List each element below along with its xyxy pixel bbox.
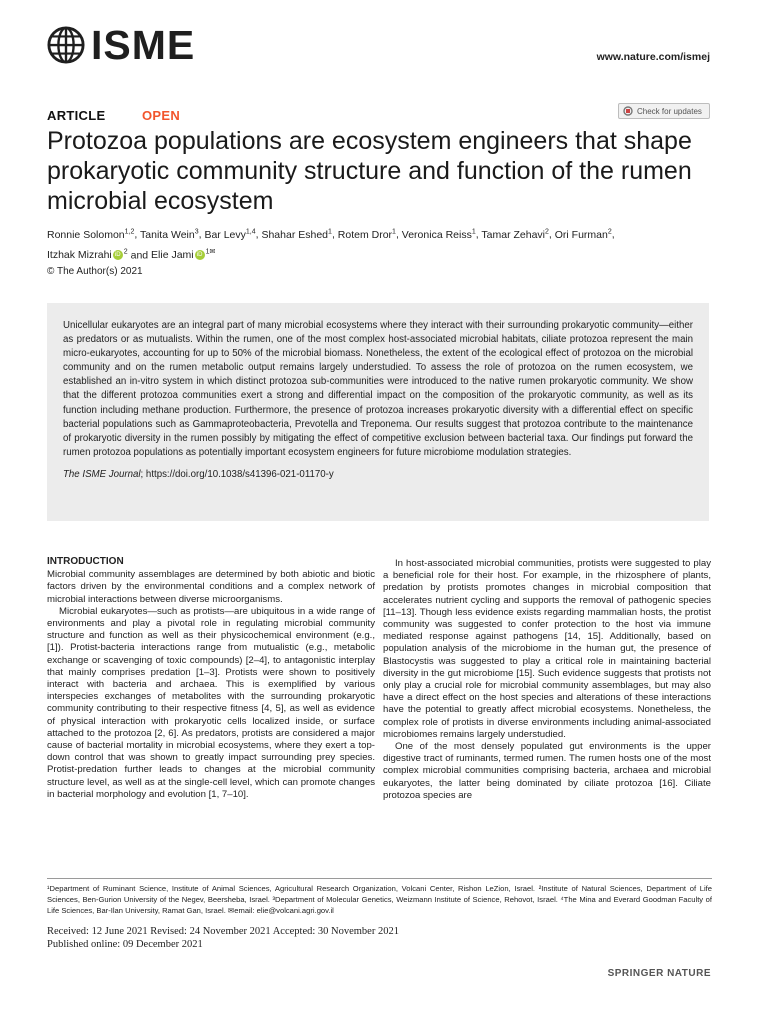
globe-icon (47, 26, 85, 64)
paragraph: In host-associated microbial communities, protists were suggested to play a beneficial role for their host. For example, in the rhizosphere of plants, predation by protists promotes changes in microbial composition that accelerates nutrient cycling and supports the removal of pathogenic species [11–13]. Though less evidence exists regarding mammalian hosts, the protist community was suggested to confer protection to the host via immune mediated response against pathogens [14, 15]. Additionally, based on population analysis of the microbiome in the human gut, the presence of Blastocystis was suggested to play a critical role in maintaining bacterial diversity in the gut microbiome [15]. Such evidence suggests that protists not only play a crucial role for microbial community assemblages, but may also have a direct effect on the host species and alterations of these interactions have the potential to greatly affect microbial ecosystems. Nonetheless, the complex role of protists in diverse environments including animal-associated microbiomes remains largely understudied. (383, 558, 711, 740)
check-for-updates-label: Check for updates (637, 106, 702, 116)
right-column (383, 558, 711, 802)
footnote-divider (47, 878, 712, 879)
orcid-icon[interactable]: iD (195, 250, 205, 260)
author[interactable]: Tanita Wein$^3$ (140, 228, 199, 241)
author[interactable]: Itzhak Mizrahi iD $^2$ (47, 248, 128, 261)
publisher-logo[interactable]: SPRINGER NATURE (607, 968, 711, 979)
paragraph: Microbial eukaryotes—such as protists—are ubiquitous in a wide range of environments and play a pivotal role in regulating microbial community structure and function as well as their physicochemical environment (e.g., [1]). Protist-bacteria interactions range from mutualistic (e.g., metabolic exchange or scavenging of toxic compounds) [2–4], to antagonistic interplay that mainly comprises predation [1–3]. Protists were shown to positively interact with bacteria and archaea. This is exemplified by various interspecies exchanges of metabolites with the surrounding prokaryotic community contributing to their respective fitness [4, 5], as well as evidence of physical interaction with prokaryotic cells localized inside, or surface attached to the protozoa [2, 6]. As predators, protists are considered a major cause of bacterial mortality in microbial ecosystems, where they exert a top-down control that was shown to greatly impact surrounding prey species. Protist-predation further leads to changes at the microbial community structure level, as well as at the single-cell level, which can promote changes in bacterial morphology and evolution [1, 7–10]. (47, 605, 375, 800)
section-heading: INTRODUCTION (47, 556, 124, 567)
journal-name: ISME (91, 22, 196, 68)
author[interactable]: Elie Jami iD $^{1✉}$ (151, 248, 216, 261)
abstract-box (47, 303, 709, 521)
author[interactable]: Ori Furman$^2$ (554, 228, 612, 241)
left-column (47, 556, 375, 801)
doi-link[interactable]: ; https://doi.org/10.1038/s41396-021-01170-y (140, 468, 334, 480)
journal-url-link[interactable]: www.nature.com/ismej (596, 51, 710, 63)
refresh-icon (623, 106, 633, 116)
author[interactable]: Shahar Eshed$^1$ (261, 228, 332, 241)
check-for-updates-button[interactable] (618, 103, 710, 119)
open-access-label: OPEN (142, 108, 181, 123)
paragraph: Microbial community assemblages are determined by both abiotic and biotic factors driven by the environmental conditions and a complex network of microbial interactions between diverse microorganisms. (47, 569, 375, 605)
author[interactable]: Bar Levy$^{1,4}$ (204, 228, 256, 241)
abstract-text: Unicellular eukaryotes are an integral part of many microbial ecosystems where they interact with their surrounding prokaryotic community—either as predators or as mutualists. Within the rumen, one of the most complex host-associated microbial habitats, ciliate protozoa represent the main micro-eukaryotes, accounting for up to 50% of the microbial biomass. Nonetheless, the extent of the ecological effect of protozoa on the microbial community and on the rumen metabolic output remains largely understudied. To assess the role of protozoa on the rumen ecosystem, we established an in-vitro system in which distinct protozoa sub-communities were introduced to the native rumen prokaryotic community. We show that the different protozoa communities exert a strong and differential impact on the composition of the prokaryotic community, as well as its function including methane production. Furthermore, the presence of protozoa increases prokaryotic diversity with a differential effect on specific bacterial populations such as Gammaproteobacteria, Prevotella and Treponema. Our results suggest that protozoa contribute to the maintenance of prokaryotic diversity in the rumen possibly by mitigating the effect of competitive exclusion between bacterial taxa. Our findings put forward the rumen protozoa populations as potentially important ecosystem engineers for future microbiome modulation strategies. (63, 320, 693, 458)
journal-logo[interactable] (47, 22, 196, 68)
article-title: Protozoa populations are ecosystem engineers that shape prokaryotic community structure and function of the rumen microbial ecosystem (47, 127, 692, 215)
affiliations: ¹Department of Ruminant Science, Institute of Animal Sciences, Agricultural Research Organization, Volcani Center, Rishon LeZion, Israel. ²Institute of Natural Sciences, Department of Life Sciences, Ben-Gurion University of the Negev, Beersheba, Israel. ³Department of Molecular Genetics, Weizmann Institute of Science, Rehovot, Israel. ⁴The Mina and Everard Goodman Faculty of Life Sciences, Bar-Ilan University, Ramat Gan, Israel. ✉email: elie@volcani.agri.gov.il (47, 884, 712, 915)
author-list: Ronnie Solomon$^{1,2}$, Tanita Wein$^3$, Bar Levy$^{1,4}$, Shahar Eshed$^1$, Rotem Dror$^1$, Veronica Reiss$^1$, Tamar Zehavi$^2$, Ori Furman$^2$, Itzhak Mizrahi iD $^2$ and Elie Jami iD $^{1✉}$ (47, 228, 615, 261)
author[interactable]: Rotem Dror$^1$ (337, 228, 396, 241)
citation-journal: The ISME Journal (63, 468, 141, 480)
citation (63, 468, 693, 482)
copyright-notice: © The Author(s) 2021 (47, 266, 143, 277)
received-dates: Received: 12 June 2021 Revised: 24 November 2021 Accepted: 30 November 2021 (47, 926, 399, 937)
publication-dates (47, 925, 399, 951)
author[interactable]: Ronnie Solomon$^{1,2}$ (47, 228, 135, 241)
orcid-icon[interactable]: iD (113, 250, 123, 260)
published-date: Published online: 09 December 2021 (47, 939, 203, 950)
author[interactable]: Tamar Zehavi$^2$ (481, 228, 549, 241)
author[interactable]: Veronica Reiss$^1$ (401, 228, 476, 241)
paragraph: One of the most densely populated gut environments is the upper digestive tract of ruminants, termed rumen. The rumen hosts one of the most complex microbial communities comprising bacteria, archaea and microbial eukaryotes, the latter being dominated by ciliate protozoa [16]. Ciliate protozoa species are (383, 741, 711, 801)
article-type-label: ARTICLE (47, 108, 106, 123)
